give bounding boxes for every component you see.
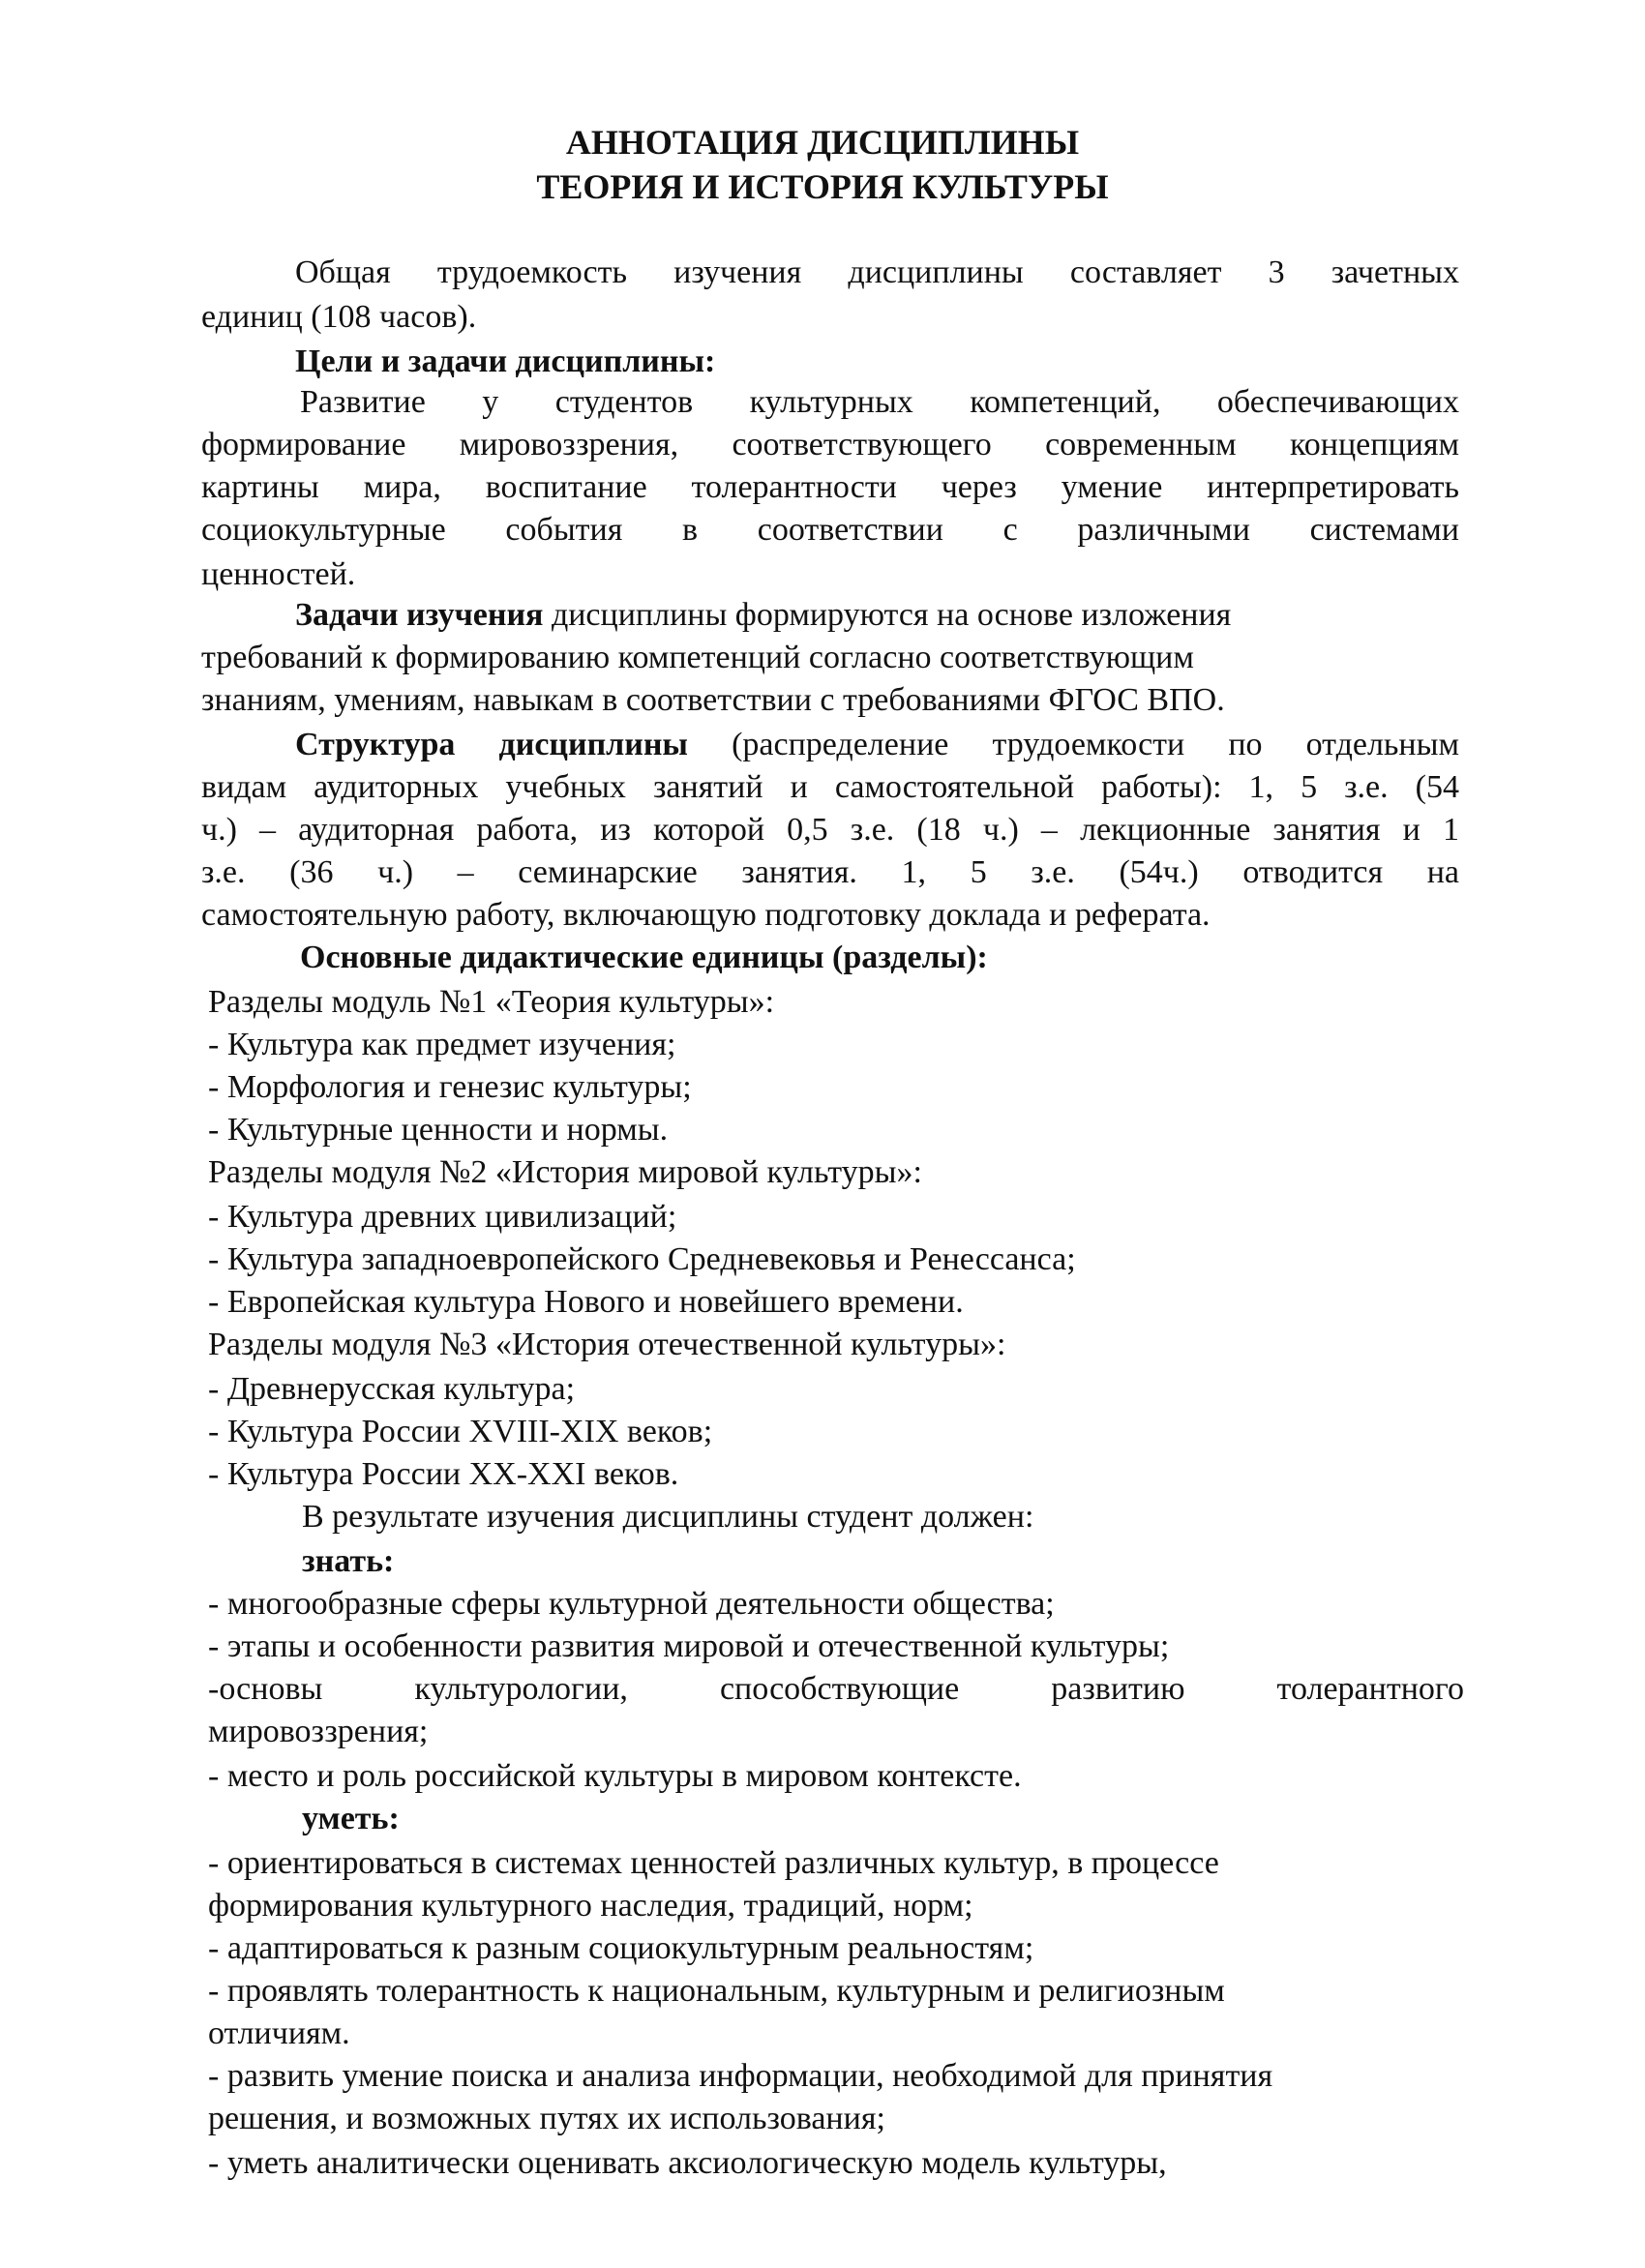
able-item-continued: формирования культурного наследия, традиций, норм; xyxy=(208,1888,973,1924)
document-title-line-2: ТЕОРИЯ И ИСТОРИЯ КУЛЬТУРЫ xyxy=(536,167,1109,206)
able-item: - уметь аналитически оценивать аксиологическую модель культуры, xyxy=(208,2145,1167,2181)
goals-line-4: социокультурные события в соответствии с различными системами xyxy=(201,512,1459,548)
module-1-heading: Разделы модуль №1 «Теория культуры»: xyxy=(208,984,775,1020)
module-3-item: - Древнерусская культура; xyxy=(208,1371,576,1407)
structure-line-3: ч.) – аудиторная работа, из которой 0,5 з.е. (18 ч.) – лекционные занятия и 1 xyxy=(201,812,1459,848)
module-1-item: - Морфология и генезис культуры; xyxy=(208,1069,692,1105)
module-2-item: - Культура древних цивилизаций; xyxy=(208,1199,677,1235)
module-3-heading: Разделы модуля №3 «История отечественной культуры»: xyxy=(208,1327,1006,1362)
module-2-item: - Культура западноевропейского Средневековья и Ренессанса; xyxy=(208,1241,1076,1277)
structure-line-5: самостоятельную работу, включающую подготовку доклада и реферата. xyxy=(201,897,1211,933)
know-item: -основы культурологии, способствующие развитию толерантного xyxy=(208,1671,1464,1707)
know-heading: знать: xyxy=(302,1543,395,1579)
intro-line-2: единиц (108 часов). xyxy=(201,299,477,335)
know-item-continued: мировоззрения; xyxy=(208,1714,429,1749)
tasks-line-1: Задачи изучения дисциплины формируются на основе изложения xyxy=(295,597,1232,633)
know-item: - место и роль российской культуры в мировом контексте. xyxy=(208,1758,1022,1794)
goals-line-2: формирование мировоззрения, соответствующего современным концепциям xyxy=(201,427,1459,463)
structure-line-4: з.е. (36 ч.) – семинарские занятия. 1, 5 з.е. (54ч.) отводится на xyxy=(201,854,1459,890)
document-title-line-1: АННОТАЦИЯ ДИСЦИПЛИНЫ xyxy=(565,123,1080,162)
able-item-continued: решения, и возможных путях их использования; xyxy=(208,2101,885,2136)
structure-line-2: видам аудиторных учебных занятий и самостоятельной работы): 1, 5 з.е. (54 xyxy=(201,769,1459,805)
intro-line-1: Общая трудоемкость изучения дисциплины составляет 3 зачетных xyxy=(295,254,1459,290)
tasks-line-2: требований к формированию компетенций согласно соответствующим xyxy=(201,640,1194,675)
able-heading: уметь: xyxy=(302,1801,400,1836)
units-heading: Основные дидактические единицы (разделы): xyxy=(300,940,988,975)
tasks-line-3: знаниям, умениям, навыкам в соответствии с требованиями ФГОС ВПО. xyxy=(201,682,1225,718)
able-item: - развить умение поиска и анализа информации, необходимой для принятия xyxy=(208,2058,1273,2094)
goals-heading: Цели и задачи дисциплины: xyxy=(295,343,716,379)
structure-line-1: Структура дисциплины (распределение трудоемкости по отдельным xyxy=(295,727,1459,762)
able-item: - ориентироваться в системах ценностей различных культур, в процессе xyxy=(208,1845,1219,1881)
goals-line-5: ценностей. xyxy=(201,556,356,592)
able-item: - адаптироваться к разным социокультурным реальностям; xyxy=(208,1930,1034,1966)
know-item: - многообразные сферы культурной деятельности общества; xyxy=(208,1586,1055,1622)
goals-line-1: Развитие у студентов культурных компетенций, обеспечивающих xyxy=(300,384,1459,420)
module-2-heading: Разделы модуля №2 «История мировой культуры»: xyxy=(208,1154,922,1190)
module-1-item: - Культура как предмет изучения; xyxy=(208,1027,676,1062)
able-item-continued: отличиям. xyxy=(208,2015,350,2051)
module-3-item: - Культура России XVIII-XIX веков; xyxy=(208,1414,713,1449)
module-1-item: - Культурные ценности и нормы. xyxy=(208,1112,669,1148)
goals-line-3: картины мира, воспитание толерантности через умение интерпретировать xyxy=(201,469,1459,505)
result-intro: В результате изучения дисциплины студент должен: xyxy=(302,1499,1034,1535)
module-3-item: - Культура России XX-XXI веков. xyxy=(208,1456,679,1492)
module-2-item: - Европейская культура Нового и новейшего времени. xyxy=(208,1284,964,1320)
able-item: - проявлять толерантность к национальным, культурным и религиозным xyxy=(208,1973,1225,2009)
know-item: - этапы и особенности развития мировой и отечественной культуры; xyxy=(208,1628,1170,1664)
